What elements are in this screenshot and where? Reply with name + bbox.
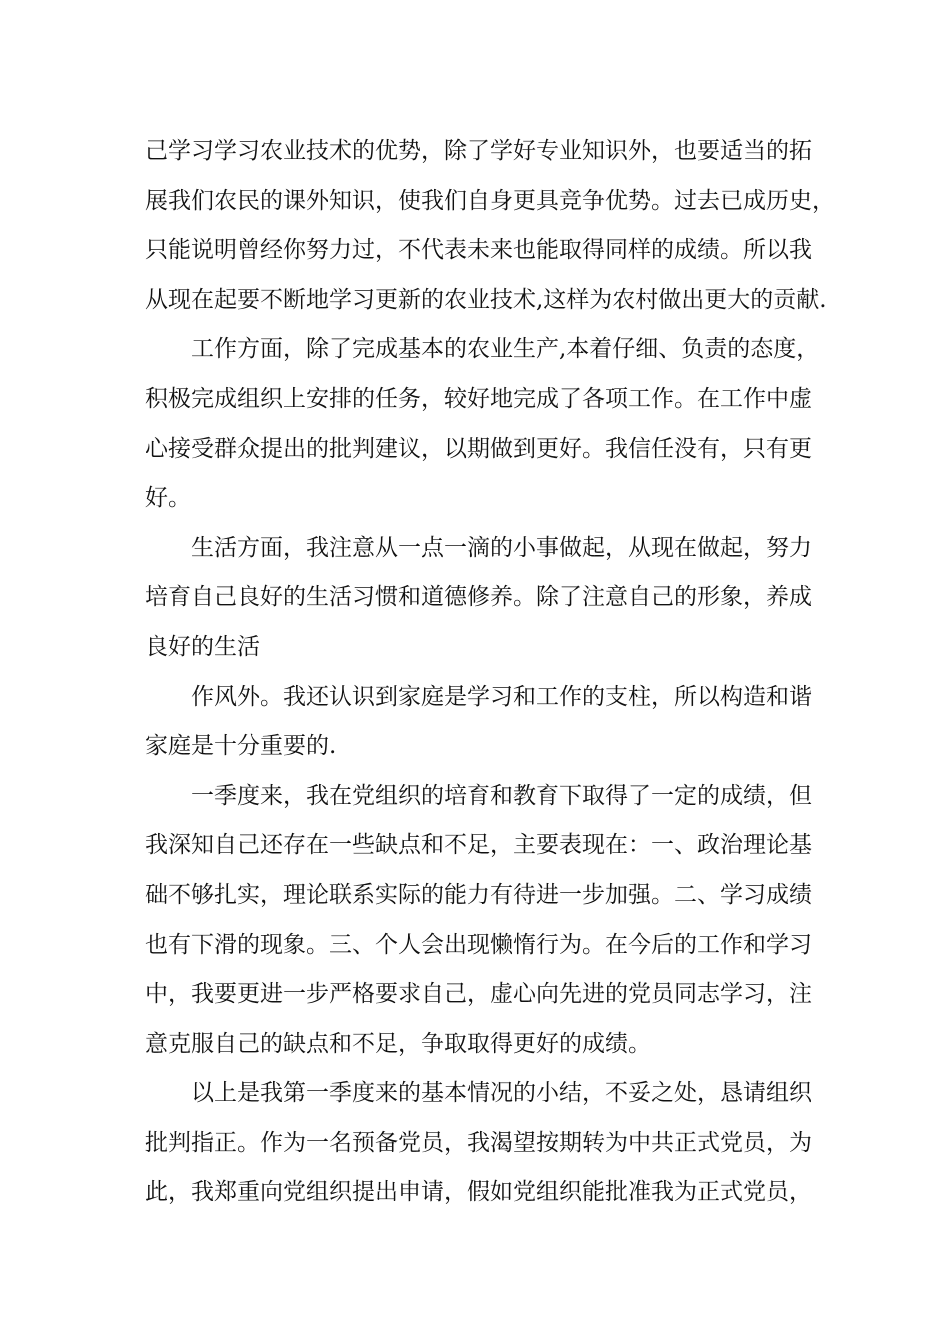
paragraph-first-line: 以上是我第一季度来的基本情况的小结，不妥之处，恳请组织	[191, 1080, 812, 1107]
text-line: 好。	[145, 485, 191, 512]
document-body	[145, 127, 835, 1218]
paragraph-first-line: 作风外。我还认识到家庭是学习和工作的支柱，所以构造和谐	[191, 683, 812, 710]
text-line: 积极完成组织上安排的任务，较好地完成了各项工作。在工作中虚	[145, 385, 812, 412]
text-line: 己学习学习农业技术的优势，除了学好专业知识外，也要适当的拓	[145, 138, 812, 164]
text-line: 展我们农民的课外知识，使我们自身更具竞争优势。过去已成历史，	[145, 187, 835, 214]
text-line: 础不够扎实，理论联系实际的能力有待进一步加强。二、学习成绩	[145, 881, 812, 908]
text-line: 中，我要更进一步严格要求自己，虚心向先进的党员同志学习，注	[145, 981, 812, 1008]
text-line: 我深知自己还存在一些缺点和不足，主要表现在：一、政治理论基	[145, 832, 812, 859]
text-line: 培育自己良好的生活习惯和道德修养。除了注意自己的形象，养成	[145, 584, 812, 611]
text-line: 家庭是十分重要的.	[145, 733, 337, 760]
text-line: 心接受群众提出的批判建议，以期做到更好。我信任没有，只有更	[145, 435, 812, 462]
text-line: 从现在起要不断地学习更新的农业技术,这样为农村做出更大的贡献.	[145, 286, 827, 313]
paragraph-first-line: 工作方面，除了完成基本的农业生产,本着仔细、负责的态度，	[191, 336, 820, 363]
text-line: 也有下滑的现象。三、个人会出现懒惰行为。在今后的工作和学习	[145, 931, 812, 958]
paragraph-first-line: 一季度来，我在党组织的培育和教育下取得了一定的成绩，但	[191, 782, 812, 809]
text-line: 批判指正。作为一名预备党员，我渴望按期转为中共正式党员，为	[145, 1129, 812, 1156]
text-line: 此，我郑重向党组织提出申请，假如党组织能批准我为正式党员，	[145, 1179, 812, 1206]
text-line: 意克服自己的缺点和不足，争取取得更好的成绩。	[145, 1030, 651, 1057]
text-line: 良好的生活	[145, 633, 260, 660]
paragraph-first-line: 生活方面，我注意从一点一滴的小事做起，从现在做起，努力	[191, 534, 812, 561]
text-line: 只能说明曾经你努力过，不代表未来也能取得同样的成绩。所以我	[145, 237, 812, 264]
